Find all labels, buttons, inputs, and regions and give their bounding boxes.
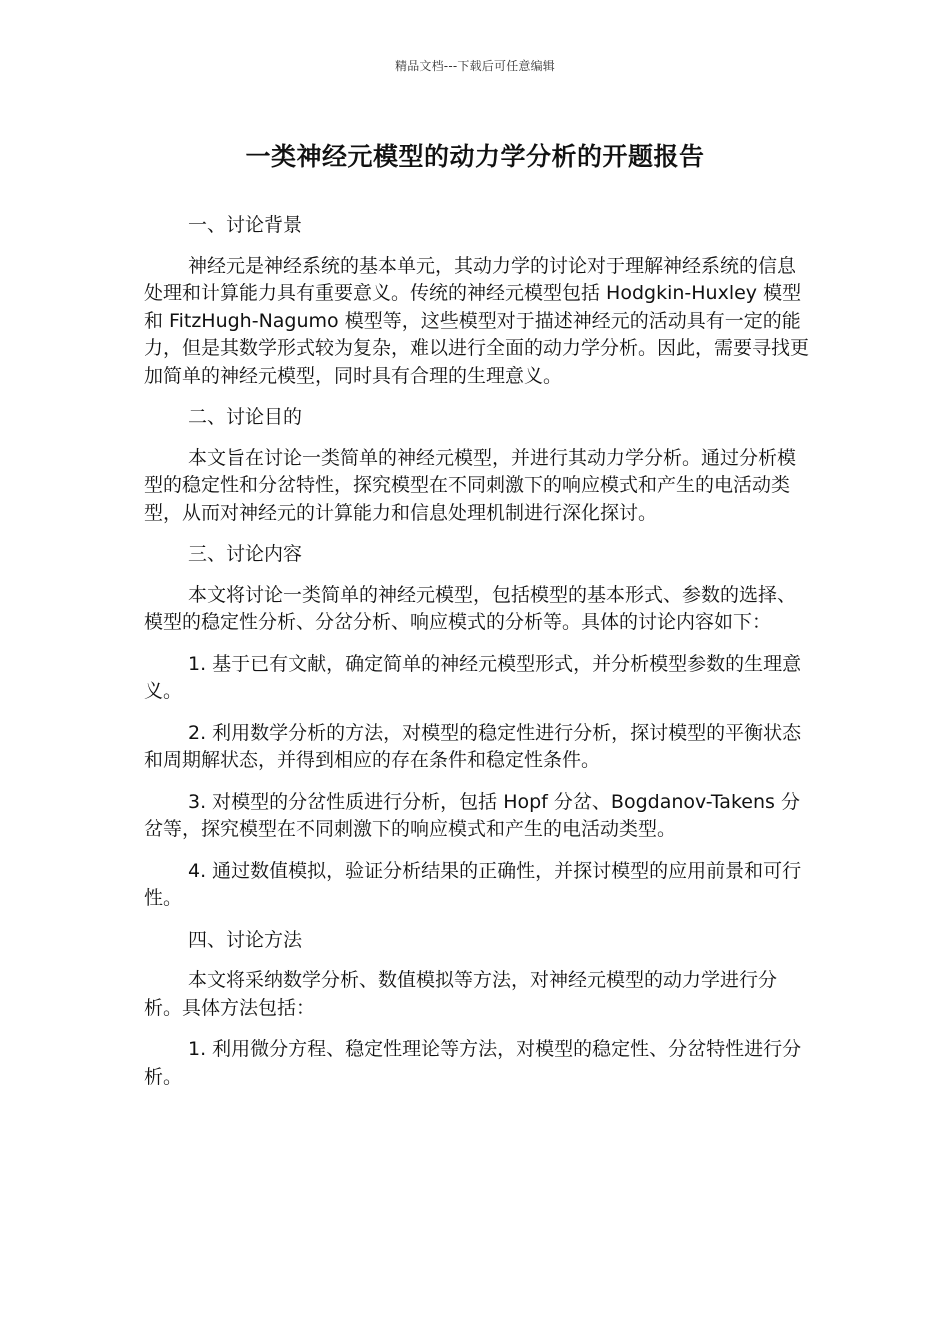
paragraph-purpose: 本文旨在讨论一类简单的神经元模型，并进行其动力学分析。通过分析模型的稳定性和分岔特性，探究模型在不同刺激下的响应模式和产生的电活动类型，从而对神经元的计算能力和信息处理机制进行深化探讨。 xyxy=(144,446,797,524)
list-item-content-3: 3. 对模型的分岔性质进行分析，包括 Hopf 分岔、Bogdanov-Takens 分岔等，探究模型在不同刺激下的响应模式和产生的电活动类型。 xyxy=(144,790,800,840)
paragraph-background: 神经元是神经系统的基本单元，其动力学的讨论对于理解神经系统的信息处理和计算能力具有重要意义。传统的神经元模型包括 Hodgkin-Huxley 模型和 FitzHugh-Nagumo 模型等，这些模型对于描述神经元的活动具有一定的能力，但是其数学形式较为复杂，难以进行全面的动力学分析。因此，需要寻找更加简单的神经元模型，同时具有合理的生理意义。 xyxy=(144,254,810,387)
header-watermark: 精品文档---下载后可任意编辑 xyxy=(395,59,555,73)
list-item-content-4: 4. 通过数值模拟，验证分析结果的正确性，并探讨模型的应用前景和可行性。 xyxy=(144,859,802,909)
section-heading-content: 三、讨论内容 xyxy=(188,543,303,565)
section-heading-method: 四、讨论方法 xyxy=(188,928,303,951)
list-item-method-1: 1. 利用微分方程、稳定性理论等方法，对模型的稳定性、分岔特性进行分析。 xyxy=(144,1038,802,1088)
paragraph-method: 本文将采纳数学分析、数值模拟等方法，对神经元模型的动力学进行分析。具体方法包括： xyxy=(144,969,778,1019)
list-item-content-2: 2. 利用数学分析的方法，对模型的稳定性进行分析，探讨模型的平衡状态和周期解状态，并得到相应的存在条件和稳定性条件。 xyxy=(144,721,802,771)
section-heading-background: 一、讨论背景 xyxy=(188,214,303,236)
section-heading-purpose: 二、讨论目的 xyxy=(188,406,303,428)
list-item-content-1: 1. 基于已有文献，确定简单的神经元模型形式，并分析模型参数的生理意义。 xyxy=(144,652,802,702)
document-body xyxy=(144,212,812,1105)
paragraph-content: 本文将讨论一类简单的神经元模型，包括模型的基本形式、参数的选择、模型的稳定性分析、分岔分析、响应模式的分析等。具体的讨论内容如下： xyxy=(144,583,797,633)
document-title: 一类神经元模型的动力学分析的开题报告 xyxy=(245,142,705,171)
